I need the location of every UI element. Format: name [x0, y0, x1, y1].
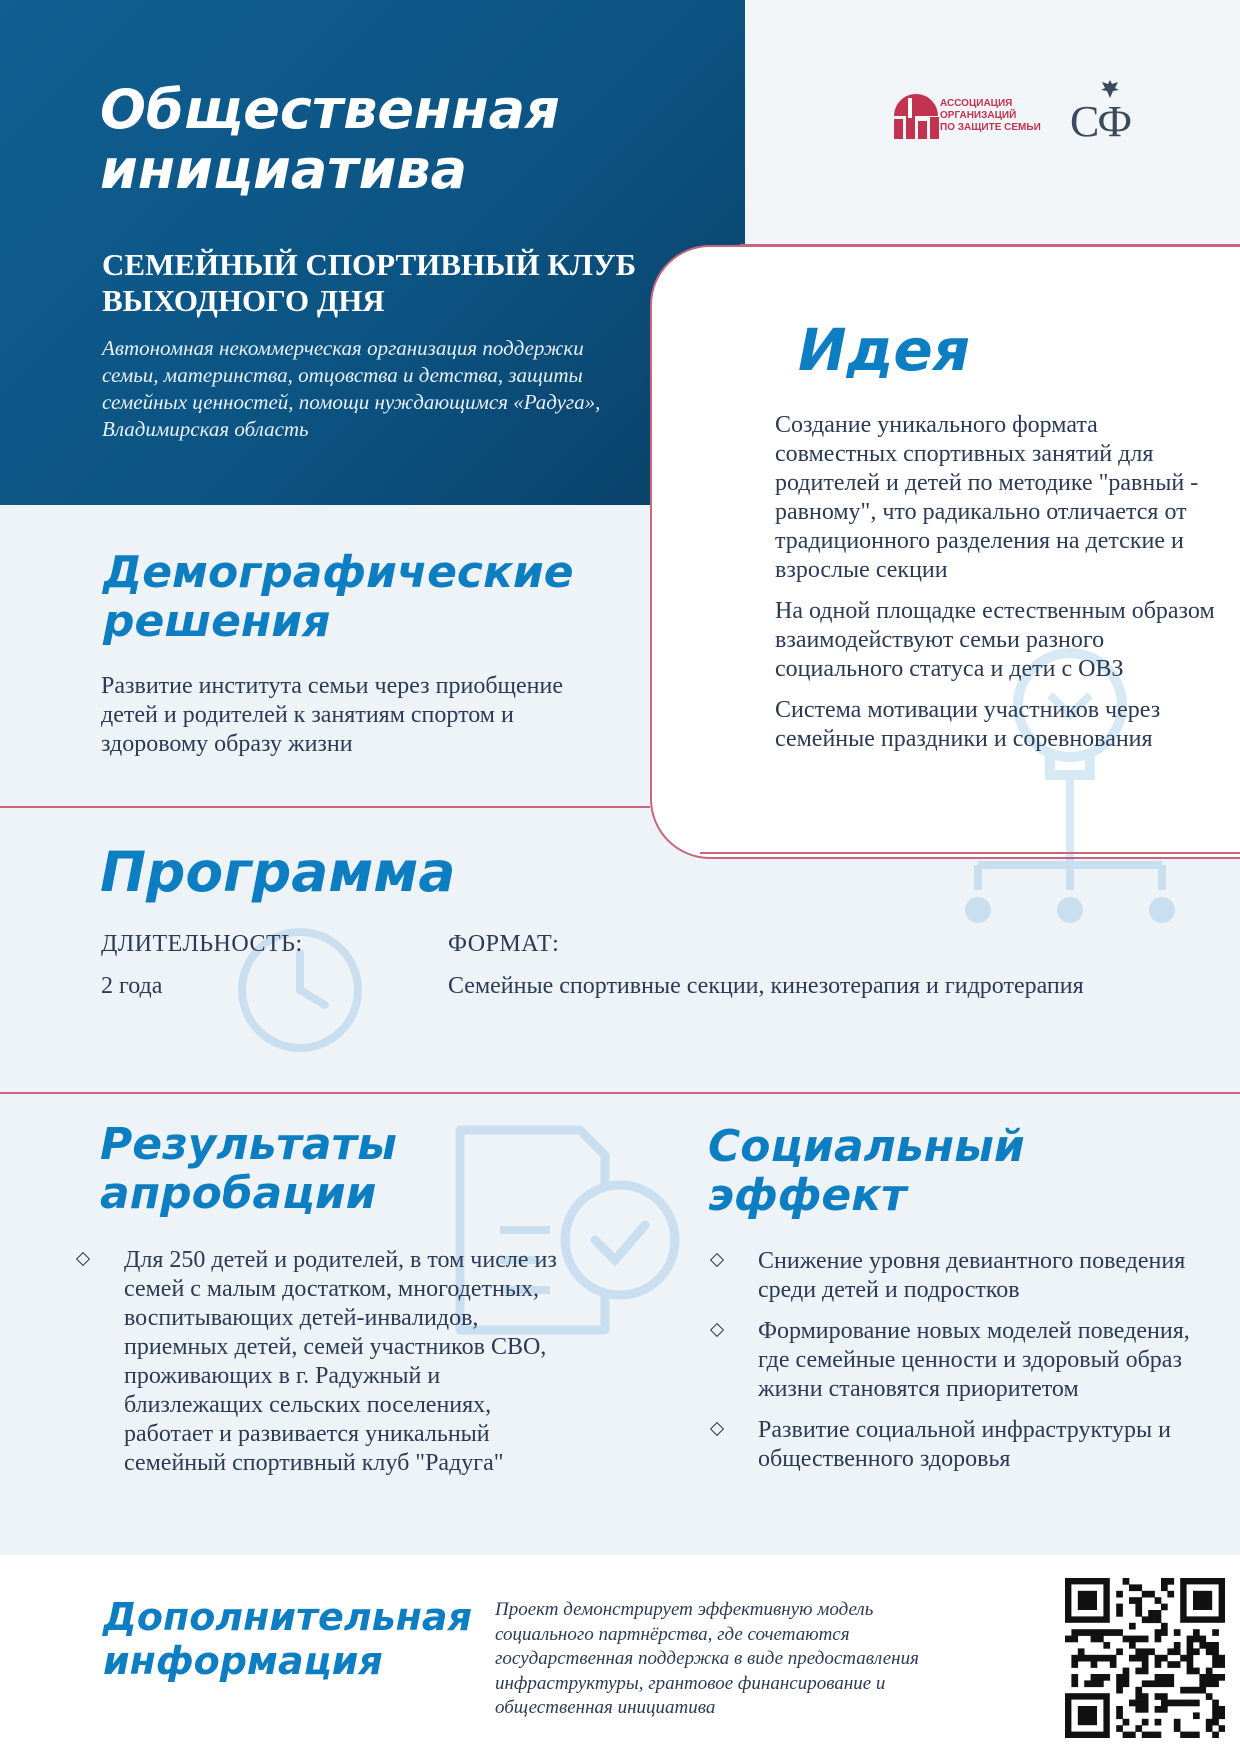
qr-module [1193, 1636, 1200, 1643]
qr-module [1142, 1636, 1149, 1643]
qr-module [1212, 1642, 1219, 1649]
qr-module [1129, 1584, 1136, 1591]
qr-module [1142, 1655, 1149, 1662]
qr-module [1071, 1655, 1078, 1662]
qr-module [1199, 1642, 1206, 1649]
qr-module [1071, 1629, 1078, 1636]
qr-module [1155, 1706, 1162, 1713]
qr-module [1193, 1629, 1200, 1636]
qr-module [1187, 1642, 1194, 1649]
qr-module [1135, 1584, 1142, 1591]
qr-module [1187, 1668, 1194, 1675]
qr-module [1161, 1693, 1168, 1700]
divider [0, 806, 650, 808]
format-value: Семейные спортивные секции, кинезотерапия и гидротерапия [448, 973, 1084, 999]
qr-module [1135, 1700, 1142, 1707]
qr-module [1161, 1700, 1168, 1707]
qr-module [1187, 1700, 1194, 1707]
results-item-text: Для 250 детей и родителей, в том числе из семей с малым достатком, многодетных, воспитывающих детей-инвалидов, приемных детей, семей участников СВО, проживающих в г. Радужный и близлежащих сельских поселениях, работает и развивается уникальный семейный спортивный клуб "Радуга" [124, 1247, 557, 1476]
sf-logo-text: СФ [1070, 97, 1131, 146]
qr-module [1135, 1693, 1142, 1700]
divider [740, 244, 1240, 246]
qr-finder-pattern [1193, 1591, 1212, 1610]
qr-module [1199, 1674, 1206, 1681]
qr-module [1103, 1629, 1110, 1636]
qr-module [1110, 1629, 1117, 1636]
social-list-item [712, 1317, 1207, 1404]
association-logo-line: АССОЦИАЦИЯ [940, 98, 1013, 109]
bullet-icon [710, 1253, 724, 1267]
qr-module [1071, 1636, 1078, 1643]
duration-value: 2 года [101, 973, 163, 999]
qr-module [1206, 1674, 1213, 1681]
qr-module [1199, 1636, 1206, 1643]
qr-module [1193, 1648, 1200, 1655]
results-heading: Результаты апробации [100, 1119, 397, 1220]
association-logo [890, 86, 1040, 142]
qr-module [1103, 1674, 1110, 1681]
qr-module [1180, 1700, 1187, 1707]
qr-module [1206, 1725, 1213, 1732]
qr-module [1123, 1674, 1130, 1681]
qr-module [1187, 1648, 1194, 1655]
qr-module [1155, 1674, 1162, 1681]
qr-module [1142, 1706, 1149, 1713]
qr-module [1206, 1668, 1213, 1675]
qr-module [1142, 1668, 1149, 1675]
qr-module [1219, 1661, 1225, 1668]
qr-module [1116, 1706, 1123, 1713]
qr-module [1161, 1604, 1168, 1611]
qr-module [1212, 1700, 1219, 1707]
qr-module [1116, 1604, 1123, 1611]
qr-module [1155, 1693, 1162, 1700]
bullet-icon [76, 1252, 90, 1266]
qr-module [1116, 1648, 1123, 1655]
qr-finder-pattern [1078, 1591, 1097, 1610]
idea-paragraph: Система мотивации участников через семейные праздники и соревнования [775, 697, 1161, 752]
qr-module [1187, 1636, 1194, 1643]
qr-module [1167, 1661, 1174, 1668]
qr-module [1142, 1591, 1149, 1598]
qr-module [1078, 1648, 1085, 1655]
qr-module [1161, 1629, 1168, 1636]
qr-module [1116, 1725, 1123, 1732]
qr-module [1212, 1706, 1219, 1713]
qr-module [1135, 1725, 1142, 1732]
association-logo-line: ОРГАНИЗАЦИЙ [940, 110, 1017, 121]
qr-module [1091, 1636, 1098, 1643]
qr-module [1142, 1680, 1149, 1687]
social-item-text: Развитие социальной инфраструктуры и общественного здоровья [758, 1417, 1171, 1472]
qr-module [1174, 1648, 1181, 1655]
duration-label: ДЛИТЕЛЬНОСТЬ: [101, 931, 303, 957]
qr-module [1129, 1700, 1136, 1707]
qr-module [1155, 1629, 1162, 1636]
qr-module [1212, 1712, 1219, 1719]
qr-module [1097, 1655, 1104, 1662]
qr-module [1155, 1597, 1162, 1604]
qr-module [1129, 1642, 1136, 1649]
qr-module [1174, 1661, 1181, 1668]
qr-module [1167, 1700, 1174, 1707]
qr-module [1103, 1642, 1110, 1649]
qr-module [1135, 1597, 1142, 1604]
qr-module [1142, 1719, 1149, 1726]
qr-module [1135, 1655, 1142, 1662]
qr-module [1212, 1629, 1219, 1636]
qr-module [1206, 1719, 1213, 1726]
qr-module [1219, 1725, 1225, 1732]
social-item-text: Формирование новых моделей поведения, где семейные ценности и здоровый образ жизни становятся приоритетом [758, 1318, 1190, 1402]
qr-module [1155, 1680, 1162, 1687]
qr-module [1142, 1700, 1149, 1707]
qr-module [1187, 1732, 1194, 1738]
qr-module [1116, 1687, 1123, 1694]
qr-module [1155, 1661, 1162, 1668]
qr-module [1174, 1642, 1181, 1649]
idea-text [775, 411, 1215, 754]
idea-paragraph: Создание уникального формата совместных спортивных занятий для родителей и детей по методике "равный - равному", что радикально отличается от традиционного разделения на детские и взрослые секции [775, 412, 1199, 583]
qr-module [1110, 1655, 1117, 1662]
qr-module [1091, 1680, 1098, 1687]
additional-heading: Дополнительная информация [103, 1595, 472, 1683]
format-label: ФОРМАТ: [448, 931, 560, 957]
association-logo-line: ПО ЗАЩИТЕ СЕМЬИ [940, 122, 1041, 133]
qr-module [1078, 1629, 1085, 1636]
qr-module [1123, 1719, 1130, 1726]
qr-module [1148, 1732, 1155, 1738]
qr-module [1091, 1674, 1098, 1681]
qr-module [1129, 1636, 1136, 1643]
qr-module [1212, 1732, 1219, 1738]
qr-module [1206, 1693, 1213, 1700]
qr-module [1148, 1591, 1155, 1598]
qr-module [1180, 1655, 1187, 1662]
qr-module [1129, 1597, 1136, 1604]
social-heading: Социальный эффект [708, 1121, 1025, 1222]
additional-text: Проект демонстрирует эффективную модель социального партнёрства, где сочетаются государственная поддержка в виде предоставления инфраструктуры, грантовое финансирование и общественная инициатива [495, 1599, 919, 1718]
qr-module [1212, 1719, 1219, 1726]
qr-module [1174, 1725, 1181, 1732]
qr-module [1193, 1712, 1200, 1719]
qr-module [1116, 1629, 1123, 1636]
qr-module [1123, 1668, 1130, 1675]
qr-module [1097, 1674, 1104, 1681]
qr-module [1174, 1700, 1181, 1707]
qr-module [1123, 1578, 1130, 1585]
qr-module [1167, 1591, 1174, 1598]
qr-module [1116, 1610, 1123, 1617]
qr-module [1135, 1648, 1142, 1655]
qr-module [1155, 1732, 1162, 1738]
qr-module [1161, 1655, 1168, 1662]
qr-module [1084, 1655, 1091, 1662]
qr-module [1148, 1610, 1155, 1617]
qr-module [1116, 1712, 1123, 1719]
qr-module [1078, 1655, 1085, 1662]
qr-module [1091, 1655, 1098, 1662]
qr-module [1219, 1712, 1225, 1719]
bullet-icon [710, 1323, 724, 1337]
program-heading: Программа [100, 840, 456, 904]
qr-module [1212, 1674, 1219, 1681]
social-list-item [712, 1247, 1207, 1305]
qr-module [1084, 1629, 1091, 1636]
qr-module [1161, 1623, 1168, 1630]
qr-module [1161, 1578, 1168, 1585]
qr-module [1071, 1680, 1078, 1687]
qr-module [1084, 1680, 1091, 1687]
qr-module [1155, 1616, 1162, 1623]
bullet-icon [710, 1422, 724, 1436]
qr-module [1219, 1655, 1225, 1662]
qr-module [1206, 1680, 1213, 1687]
qr-module [1167, 1648, 1174, 1655]
qr-module [1167, 1680, 1174, 1687]
qr-module [1206, 1642, 1213, 1649]
qr-module [1135, 1668, 1142, 1675]
qr-module [1097, 1680, 1104, 1687]
qr-module [1212, 1680, 1219, 1687]
idea-heading: Идея [798, 316, 970, 384]
qr-module [1103, 1655, 1110, 1662]
qr-module [1187, 1661, 1194, 1668]
qr-module [1135, 1706, 1142, 1713]
qr-module [1142, 1648, 1149, 1655]
qr-module [1180, 1687, 1187, 1694]
idea-paragraph: На одной площадке естественным образом взаимодействуют семьи разного социального статуса и дети с ОВЗ [775, 598, 1215, 682]
qr-module [1091, 1661, 1098, 1668]
divider [0, 1092, 1240, 1094]
qr-module [1206, 1648, 1213, 1655]
qr-module [1155, 1636, 1162, 1643]
qr-module [1219, 1674, 1225, 1681]
qr-finder-pattern [1078, 1706, 1097, 1725]
sf-logo [1068, 76, 1148, 146]
qr-module [1219, 1706, 1225, 1713]
qr-module [1142, 1693, 1149, 1700]
qr-module [1193, 1668, 1200, 1675]
qr-module [1199, 1687, 1206, 1694]
association-logo-icon [890, 86, 942, 140]
qr-module [1161, 1674, 1168, 1681]
qr-code[interactable] [1065, 1578, 1225, 1738]
qr-module [1148, 1680, 1155, 1687]
qr-module [1135, 1604, 1142, 1611]
qr-module [1142, 1616, 1149, 1623]
qr-module [1129, 1732, 1136, 1738]
social-list-item [712, 1416, 1207, 1474]
qr-module [1123, 1680, 1130, 1687]
qr-module [1212, 1648, 1219, 1655]
qr-module [1155, 1655, 1162, 1662]
hero-title: Общественная инициатива [100, 78, 560, 201]
qr-module [1212, 1661, 1219, 1668]
qr-module [1129, 1623, 1136, 1630]
demographic-heading: Демографические решения [103, 547, 574, 648]
qr-module [1091, 1629, 1098, 1636]
hero-subtitle: СЕМЕЙНЫЙ СПОРТИВНЫЙ КЛУБ ВЫХОДНОГО ДНЯ [102, 247, 637, 318]
qr-module [1212, 1655, 1219, 1662]
qr-module [1123, 1636, 1130, 1643]
qr-module [1167, 1578, 1174, 1585]
qr-module [1148, 1616, 1155, 1623]
qr-module [1142, 1661, 1149, 1668]
qr-module [1135, 1687, 1142, 1694]
qr-module [1097, 1636, 1104, 1643]
qr-module [1180, 1732, 1187, 1738]
qr-module [1116, 1591, 1123, 1598]
qr-module [1193, 1687, 1200, 1694]
qr-module [1187, 1655, 1194, 1662]
results-list [78, 1246, 558, 1478]
social-item-text: Снижение уровня девиантного поведения среди детей и подростков [758, 1248, 1186, 1303]
qr-module [1071, 1661, 1078, 1668]
qr-module [1161, 1680, 1168, 1687]
social-list [712, 1247, 1207, 1474]
qr-module [1193, 1700, 1200, 1707]
results-list-item [78, 1246, 558, 1478]
qr-module [1123, 1732, 1130, 1738]
qr-module [1193, 1732, 1200, 1738]
qr-module [1155, 1719, 1162, 1726]
qr-module [1167, 1674, 1174, 1681]
qr-module [1116, 1674, 1123, 1681]
qr-module [1142, 1732, 1149, 1738]
qr-module [1199, 1680, 1206, 1687]
qr-module [1148, 1648, 1155, 1655]
qr-module [1135, 1636, 1142, 1643]
qr-module [1174, 1719, 1181, 1726]
hero-organization: Автономная некоммерческая организация поддержки семьи, материнства, отцовства и детства, защиты семейных ценностей, помощи нуждающимся «Радуга», Владимирская область [102, 336, 601, 441]
qr-module [1110, 1661, 1117, 1668]
demographic-text: Развитие института семьи через приобщение детей и родителей к занятиям спортом и здоровому образу жизни [101, 673, 564, 757]
divider [700, 852, 1240, 854]
qr-module [1129, 1655, 1136, 1662]
qr-module [1161, 1584, 1168, 1591]
qr-module [1135, 1610, 1142, 1617]
qr-module [1116, 1680, 1123, 1687]
qr-module [1161, 1706, 1168, 1713]
qr-module [1065, 1636, 1072, 1643]
qr-module [1097, 1629, 1104, 1636]
qr-module [1071, 1674, 1078, 1681]
qr-module [1155, 1610, 1162, 1617]
qr-module [1187, 1687, 1194, 1694]
qr-module [1174, 1629, 1181, 1636]
